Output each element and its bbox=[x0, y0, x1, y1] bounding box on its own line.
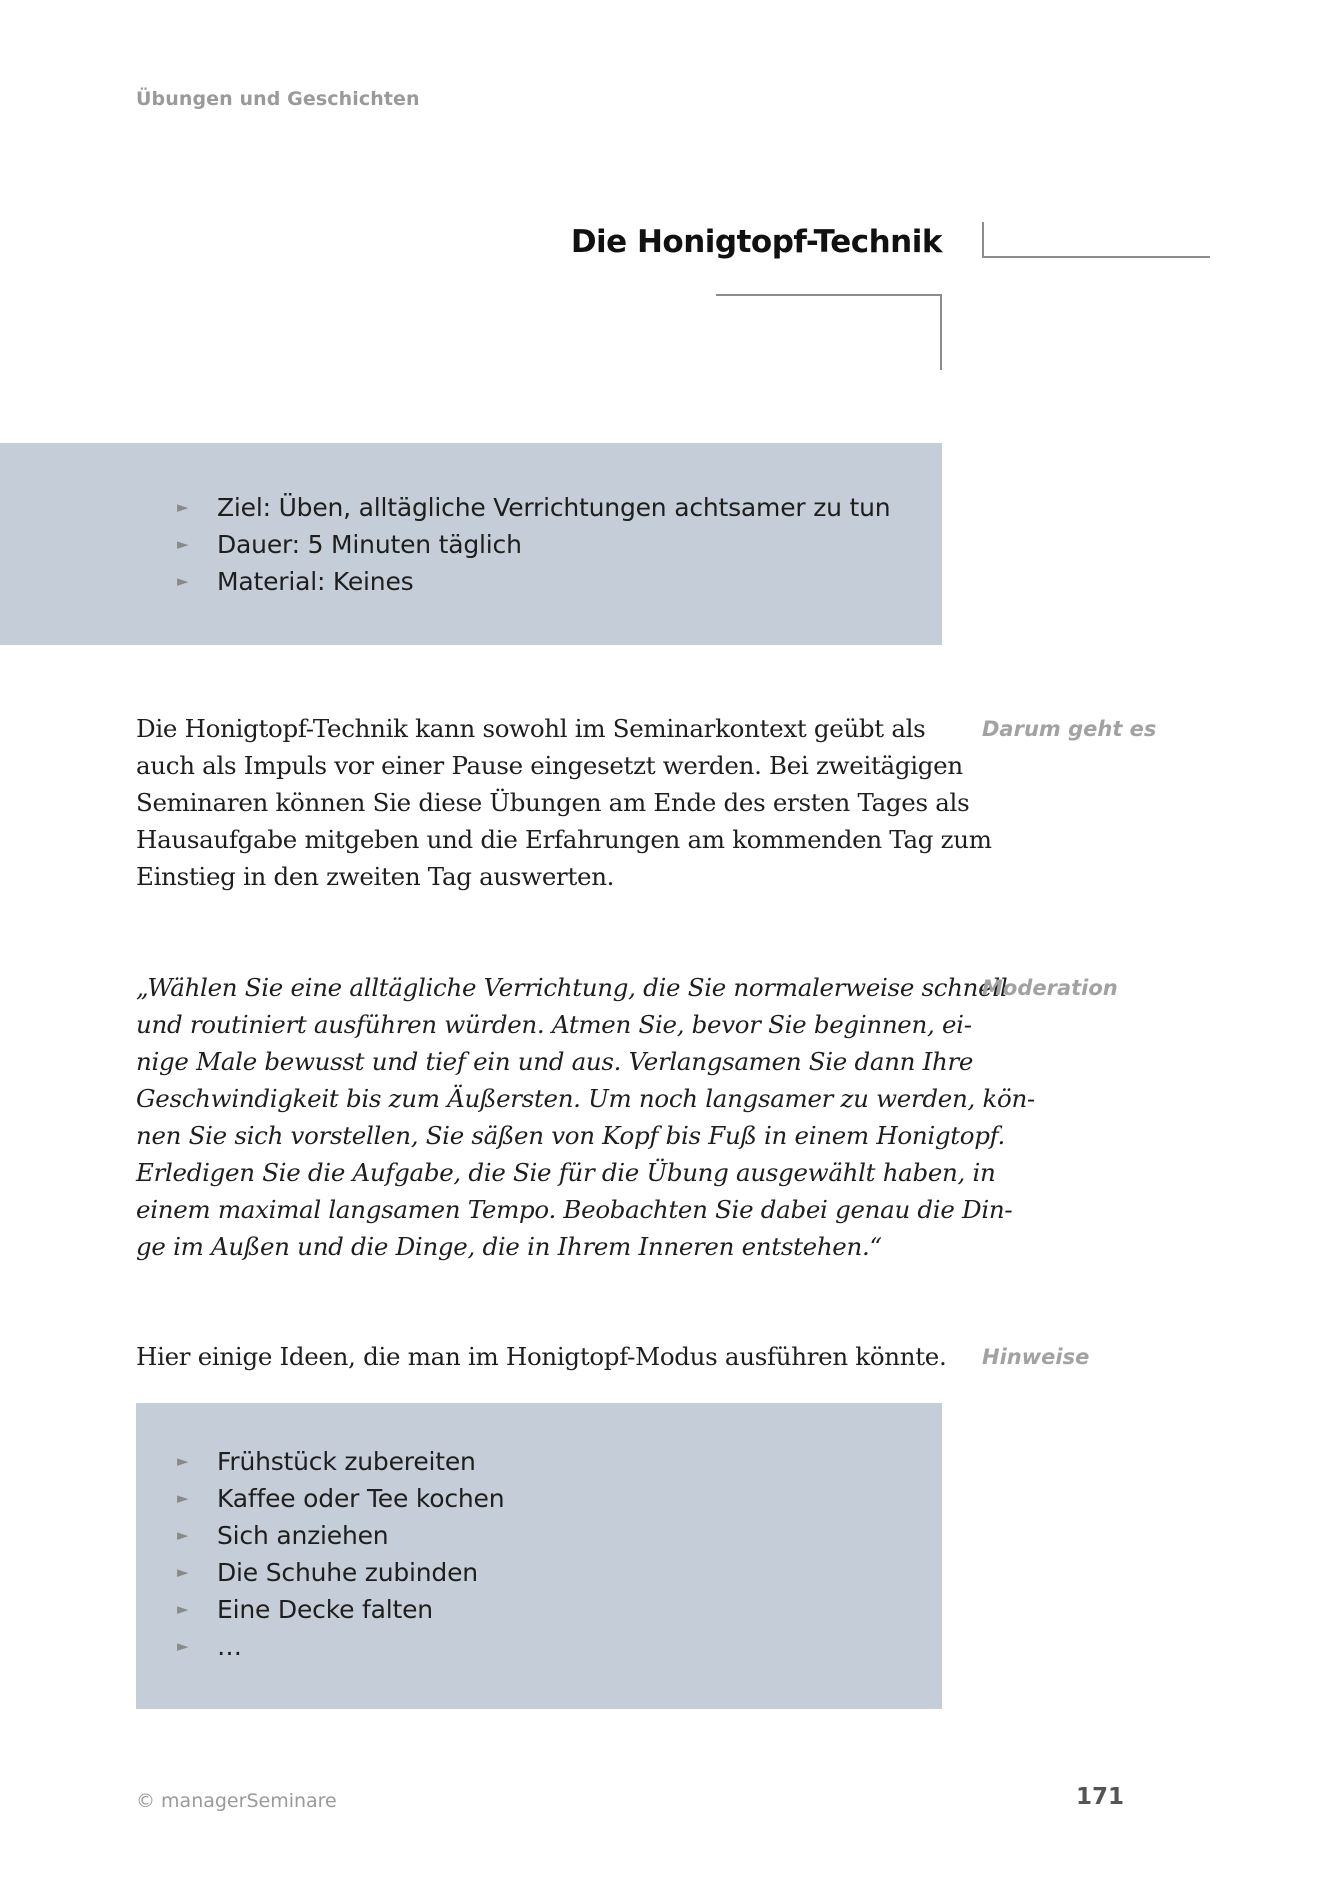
list-item: ► Dauer: 5 Minuten täglich bbox=[136, 526, 890, 563]
title-rule-horizontal-right bbox=[982, 256, 1210, 258]
bullet-arrow-icon: ► bbox=[177, 1452, 189, 1470]
list-item: ► Kaffee oder Tee kochen bbox=[136, 1480, 504, 1517]
bullet-arrow-icon: ► bbox=[177, 1563, 189, 1581]
ideas-list bbox=[136, 1443, 504, 1665]
list-item: ► Frühstück zubereiten bbox=[136, 1443, 504, 1480]
overview-box bbox=[0, 443, 942, 645]
list-item: ► Material: Keines bbox=[136, 563, 890, 600]
page-title: Die Honigtopf-Technik bbox=[570, 224, 942, 260]
hints-paragraph: Hier einige Ideen, die man im Honigtopf-Modus ausführen könnte. bbox=[136, 1342, 947, 1371]
overview-list bbox=[136, 489, 890, 600]
title-rule-horizontal-left bbox=[716, 294, 942, 296]
bullet-arrow-icon: ► bbox=[177, 572, 189, 590]
bullet-arrow-icon: ► bbox=[177, 1637, 189, 1655]
moderation-quote: „Wählen Sie eine alltägliche Verrichtung, die Sie normalerweise schnell und routiniert ausführen würden. Atmen Sie, bevor Sie beginnen, ei- nige Male bewusst und tief ein und aus. Verlangsamen Sie dann Ihre Geschwindigkeit bis zum Äußersten. Um noch langsamer zu werden, kön- nen Sie sich vorstellen, Sie säßen von Kopf bis Fuß in einem Honigtopf. Erledigen Sie die Aufgabe, die Sie für die Übung ausgewählt haben, in einem maximal langsamen Tempo. Beobachten Sie dabei genau die Din- ge im Außen und die Dinge, die in Ihrem Inneren entstehen.“ bbox=[136, 973, 1035, 1261]
title-rule-vertical-left bbox=[940, 294, 942, 370]
margin-label-intro: Darum geht es bbox=[982, 717, 1157, 741]
bullet-arrow-icon: ► bbox=[177, 535, 189, 553]
list-item: ► Sich anziehen bbox=[136, 1517, 504, 1554]
ideas-box bbox=[136, 1403, 942, 1709]
bullet-arrow-icon: ► bbox=[177, 1600, 189, 1618]
title-rule-vertical-right bbox=[982, 222, 984, 258]
bullet-arrow-icon: ► bbox=[177, 498, 189, 516]
margin-label-moderation: Moderation bbox=[982, 976, 1118, 1000]
copyright-footer: © managerSeminare bbox=[136, 1790, 337, 1812]
list-item: ► Ziel: Üben, alltägliche Verrichtungen achtsamer zu tun bbox=[136, 489, 890, 526]
running-head: Übungen und Geschichten bbox=[136, 88, 420, 110]
list-item: ► Die Schuhe zubinden bbox=[136, 1554, 504, 1591]
list-item: ► Eine Decke falten bbox=[136, 1591, 504, 1628]
margin-label-hints: Hinweise bbox=[982, 1345, 1090, 1369]
page-number: 171 bbox=[1075, 1784, 1124, 1810]
list-item: ► … bbox=[136, 1628, 504, 1665]
intro-paragraph: Die Honigtopf-Technik kann sowohl im Seminarkontext geübt als auch als Impuls vor einer Pause eingesetzt werden. Bei zweitägigen Seminaren können Sie diese Übungen am Ende des ersten Tages als Hausaufgabe mitgeben und die Erfahrungen am kommenden Tag zum Einstieg in den zweiten Tag auswerten. bbox=[136, 714, 992, 891]
bullet-arrow-icon: ► bbox=[177, 1526, 189, 1544]
bullet-arrow-icon: ► bbox=[177, 1489, 189, 1507]
